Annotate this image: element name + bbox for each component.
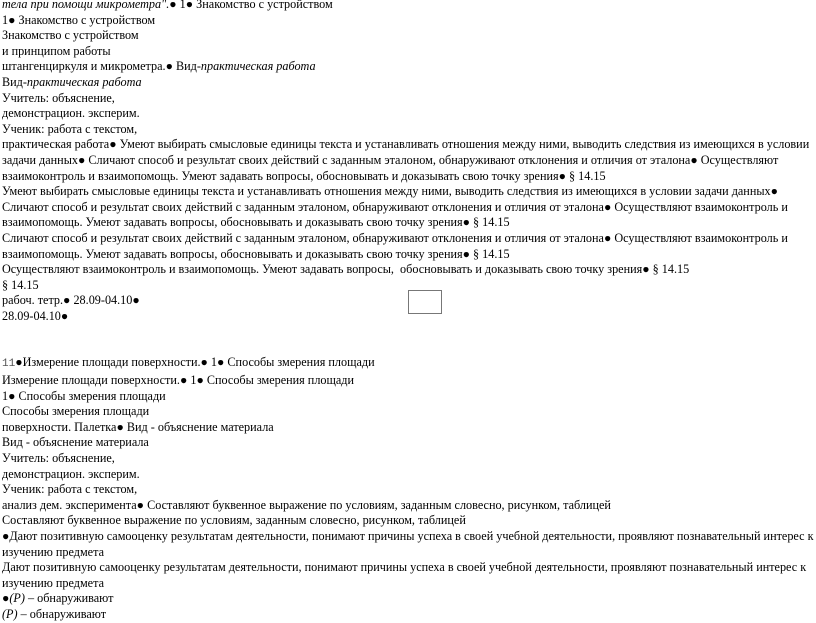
text-line: Составляют буквенное выражение по условиям, заданным словесно, рисунком, таблицей [2, 513, 466, 528]
text-line-part: тела при помощи микрометра". [2, 0, 170, 11]
text-line-part: практическая работа [200, 59, 316, 74]
text-line-part: (Р) [2, 606, 18, 621]
text-line [2, 75, 814, 91]
text-line: демонстрацион. эксперим. [2, 466, 140, 481]
text-line: Измерение площади поверхности.● 1● Способы змерения площади [2, 373, 355, 388]
text-line: поверхности. Палетка● Вид - объяснение материала [2, 419, 274, 434]
text-line [2, 607, 814, 623]
text-paragraph: Сличают способ и результат своих действий с заданным эталоном, обнаруживают отклонения и отличия от эталона● Осуществляют взаимоконтроль и взаимопомощь. Умеют задавать вопросы, обосновывать и доказывать свою точку зрения● § 14.15 [2, 230, 788, 261]
text-line: анализ дем. эксперимента● Составляют буквенное выражение по условиям, заданным словесно, рисунком, таблицей [2, 497, 611, 512]
text-paragraph: практическая работа● Умеют выбирать смысловые единицы текста и устанавливать отношения между ними, выводить следствия из имеющихся в условии задачи данных● Сличают способ и результат своих действий с заданным эталоном, обнаруживают отклонения и отличия от эталона● Осуществляют взаимоконтроль и взаимопомощь. Умеют задавать вопросы, обосновывать и доказывать свою точку зрения● § 14.15 [2, 137, 810, 183]
text-line-part: – обнаруживают [24, 591, 114, 606]
text-line [2, 59, 814, 75]
text-line-part: (Р) [9, 591, 25, 606]
text-line: Учитель: объяснение, [2, 451, 115, 466]
text-line-part: штангенциркуля и микрометра.● Вид- [2, 59, 201, 74]
text-line: Вид - объяснение материала [2, 435, 149, 450]
text-line: рабоч. тетр.● 28.09-04.10● [2, 293, 140, 308]
text-line: 1● Знакомство с устройством [2, 12, 156, 27]
text-line: и принципом работы [2, 43, 111, 58]
text-line-part: ● 1● Знакомство с устройством [169, 0, 333, 11]
text-line: Осуществляют взаимоконтроль и взаимопомощь. Умеют задавать вопросы, обосновывать и доказывать свою точку зрения● § 14.15 [2, 262, 690, 277]
text-line: демонстрацион. эксперим. [2, 106, 140, 121]
text-paragraph: Умеют выбирать смысловые единицы текста и устанавливать отношения между ними, выводить следствия из имеющихся в условии задачи данных● Сличают способ и результат своих действий с заданным эталоном, обнаруживают отклонения и отличия от эталона● Осуществляют взаимоконтроль и взаимопомощь. Умеют задавать вопросы, обосновывать и доказывать свою точку зрения● § 14.15 [2, 184, 788, 230]
text-paragraph: ●Дают позитивную самооценку результатам деятельности, понимают причины успеха в своей учебной деятельности, проявляют познавательный интерес к изучению предмета [2, 529, 814, 559]
text-paragraph: Дают позитивную самооценку результатам деятельности, понимают причины успеха в своей учебной деятельности, проявляют познавательный интерес к изучению предмета [2, 560, 807, 590]
text-line-part: практическая работа [26, 74, 142, 89]
row-number: 11 [2, 358, 16, 371]
text-line: § 14.15 [2, 277, 39, 292]
text-line: Знакомство с устройством [2, 28, 139, 43]
text-line-part: – обнаруживают [17, 606, 107, 621]
text-line: Ученик: работа с текстом, [2, 482, 138, 497]
text-line: Способы змерения площади [2, 404, 150, 419]
text-line [2, 0, 814, 13]
text-line-part: ●Измерение площади поверхности.● 1● Способы змерения площади [15, 355, 375, 370]
text-line: Учитель: объяснение, [2, 90, 115, 105]
spacer [2, 324, 814, 355]
text-line-part: ● [2, 591, 10, 606]
empty-frame [408, 290, 442, 314]
text-line-part: Вид- [2, 74, 27, 89]
text-line: 28.09-04.10● [2, 308, 69, 323]
text-line: Ученик: работа с текстом, [2, 121, 138, 136]
text-line [2, 355, 814, 373]
text-line: 1● Способы змерения площади [2, 388, 166, 403]
text-line [2, 591, 814, 607]
